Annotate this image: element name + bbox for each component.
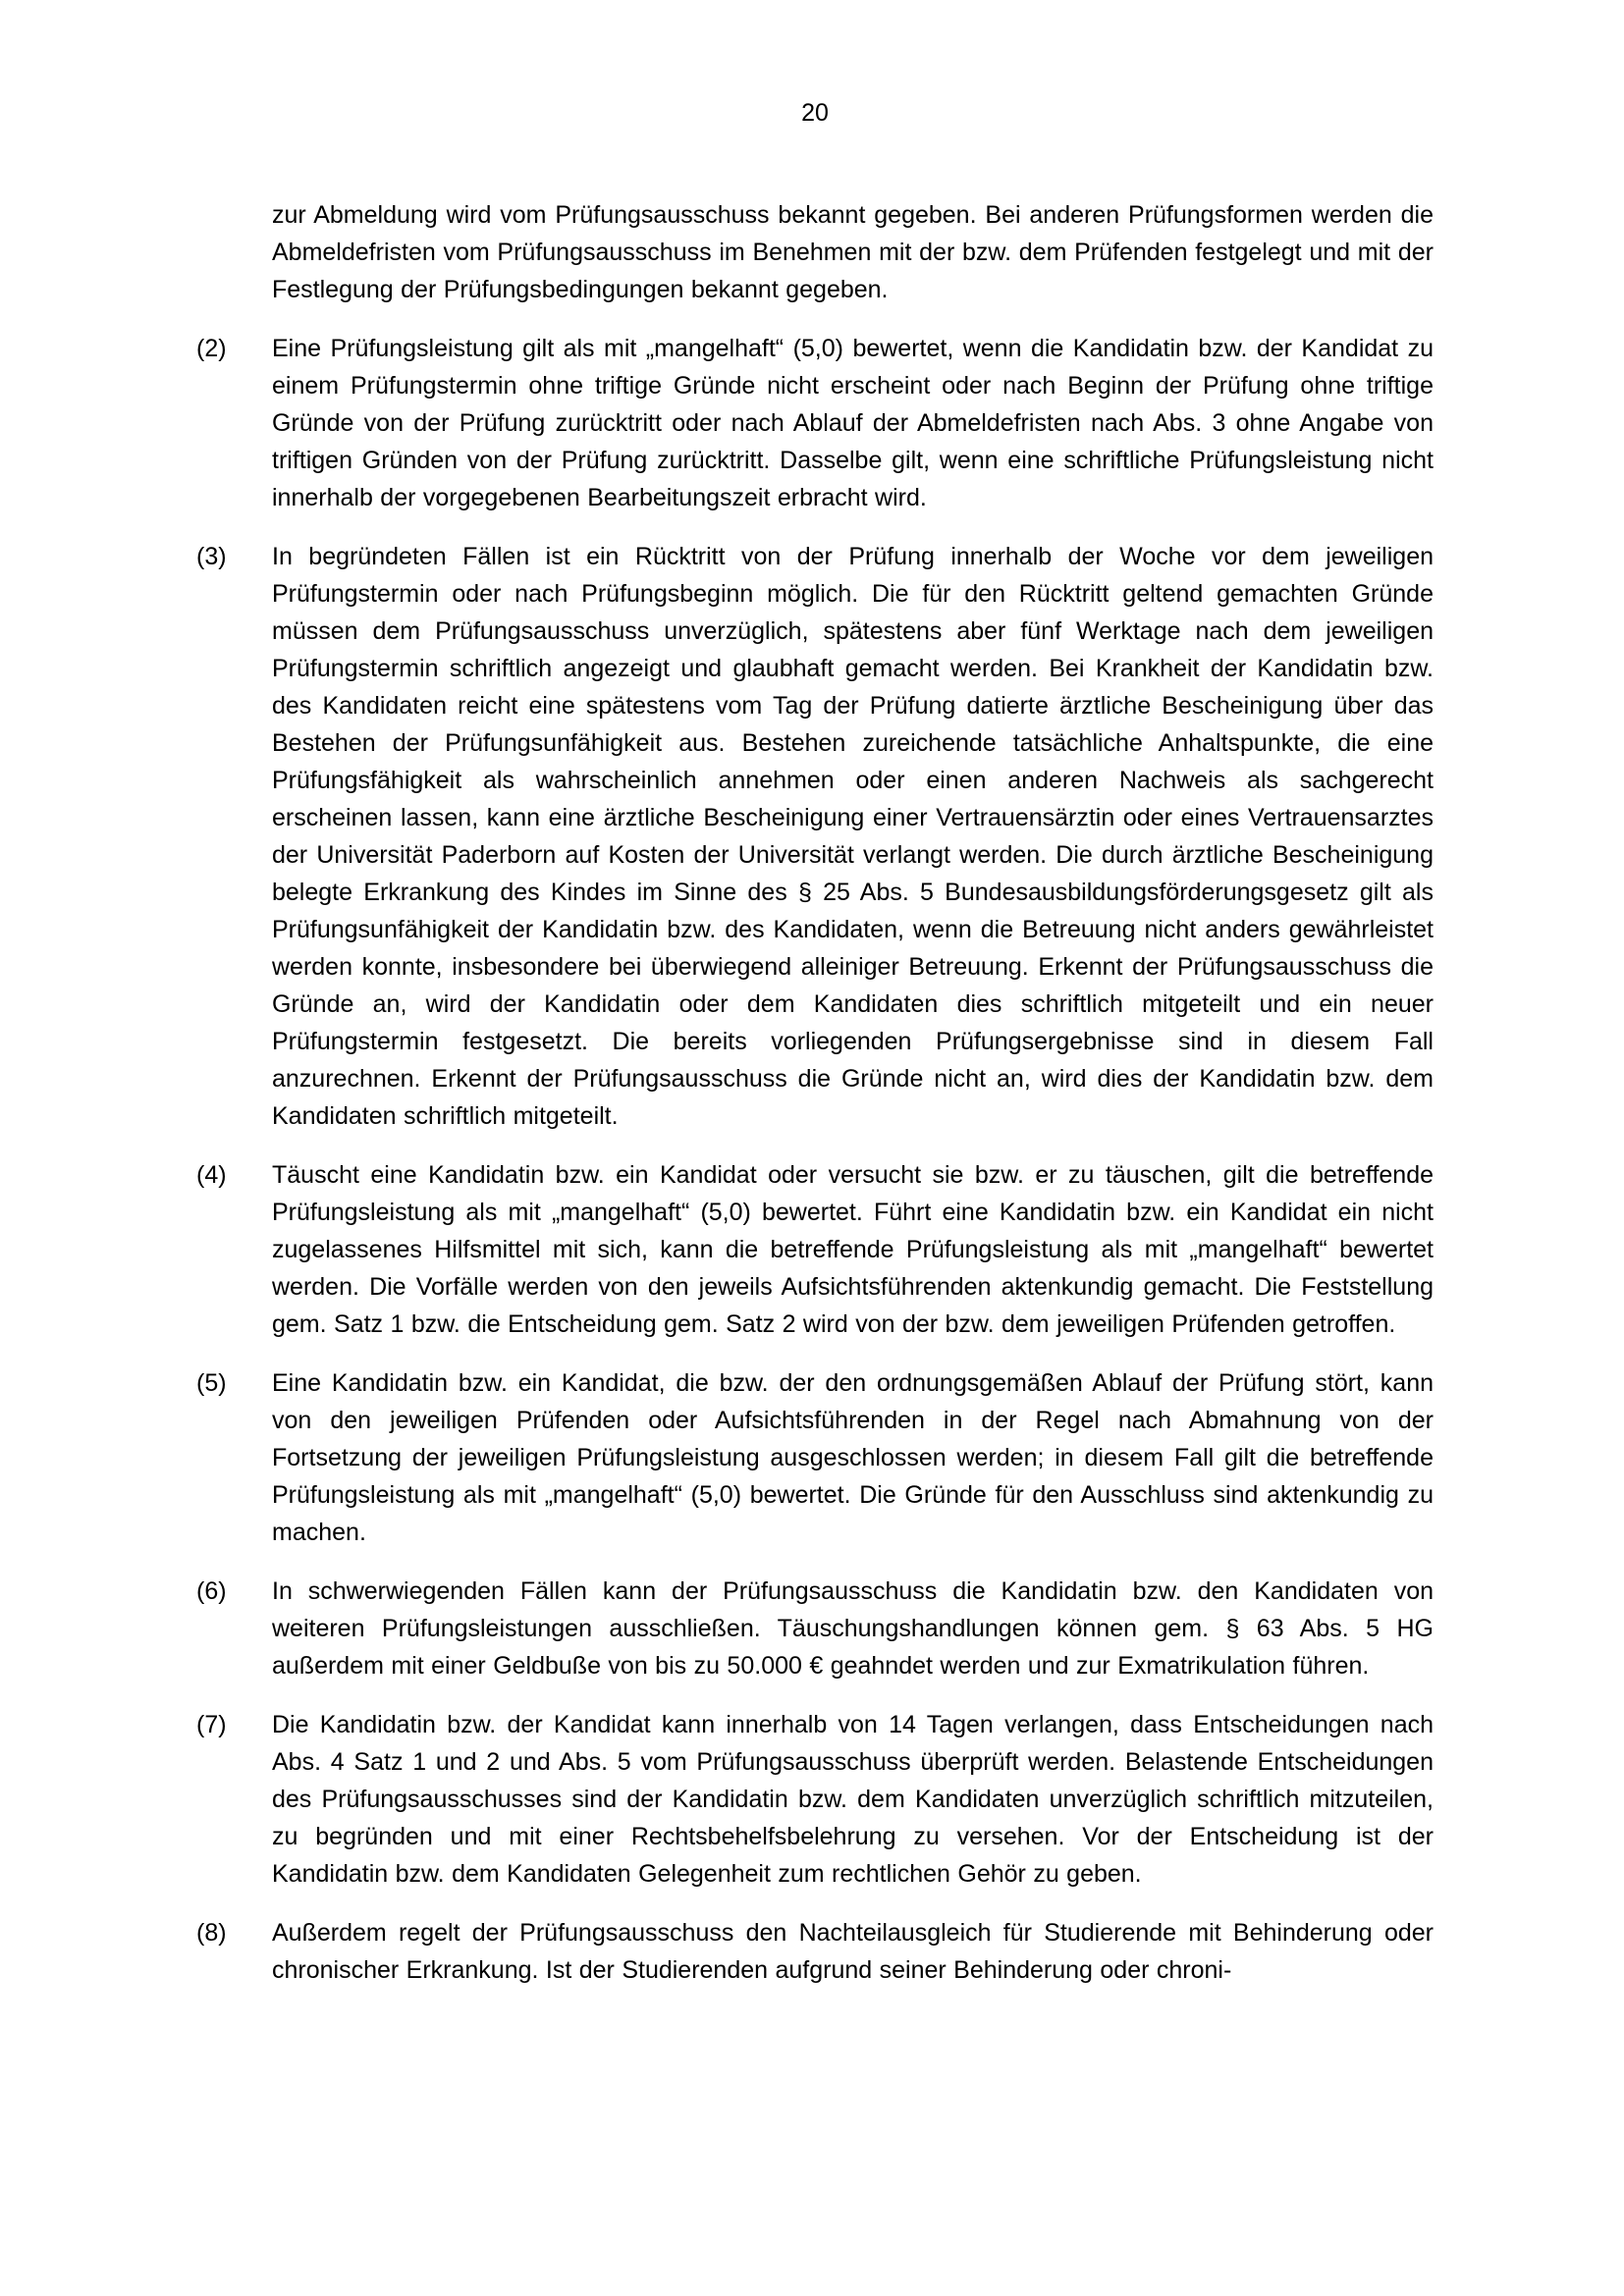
paragraph-text: In begründeten Fällen ist ein Rücktritt von der Prüfung innerhalb der Woche vor dem jeweiligen Prüfungstermin oder nach Prüfungsbeginn möglich. Die für den Rücktritt geltend gemachten Gründe müssen dem Prüfungsausschuss unverzüglich, spätestens aber fünf Werktage nach dem jeweiligen Prüfungstermin schriftlich angezeigt und glaubhaft gemacht werden. Bei Krankheit der Kandidatin bzw. des Kandidaten reicht eine spätestens vom Tag der Prüfung datierte ärztliche Bescheinigung über das Bestehen der Prüfungsunfähigkeit aus. Bestehen zureichende tatsächliche Anhaltspunkte, die eine Prüfungsfähigkeit als wahrscheinlich annehmen oder einen anderen Nachweis als sachgerecht erscheinen lassen, kann eine ärztliche Bescheinigung einer Vertrauensärztin oder eines Vertrauensarztes der Universität Paderborn auf Kosten der Universität verlangt werden. Die durch ärztliche Bescheinigung belegte Erkrankung des Kindes im Sinne des § 25 Abs. 5 Bundesausbildungsförderungsgesetz gilt als Prüfungsunfähigkeit der Kandidatin bzw. des Kandidaten, wenn die Betreuung nicht anders gewährleistet werden konnte, insbesondere bei überwiegend alleiniger Betreuung. Erkennt der Prüfungsausschuss die Gründe an, wird der Kandidatin oder dem Kandidaten dies schriftlich mitgeteilt und ein neuer Prüfungstermin festgesetzt. Die bereits vorliegenden Prüfungsergebnisse sind in diesem Fall anzurechnen. Erkennt der Prüfungsausschuss die Gründe nicht an, wird dies der Kandidatin bzw. dem Kandidaten schriftlich mitgeteilt. (272, 543, 1434, 1130)
paragraph-row (196, 1573, 1434, 1684)
paragraph-text: Eine Prüfungsleistung gilt als mit „mangelhaft“ (5,0) bewertet, wenn die Kandidatin bzw. der Kandidat zu einem Prüfungstermin ohne triftige Gründe nicht erscheint oder nach Beginn der Prüfung ohne triftige Gründe von der Prüfung zurücktritt oder nach Ablauf der Abmeldefristen nach Abs. 3 ohne Angabe von triftigen Gründen von der Prüfung zurücktritt. Dasselbe gilt, wenn eine schriftliche Prüfungsleistung nicht innerhalb der vorgegebenen Bearbeitungszeit erbracht wird. (272, 335, 1434, 511)
paragraph-marker: (2) (196, 335, 227, 362)
paragraph-text: zur Abmeldung wird vom Prüfungsausschuss bekannt gegeben. Bei anderen Prüfungsformen werden die Abmeldefristen vom Prüfungsausschuss im Benehmen mit der bzw. dem Prüfenden festgelegt und mit der Festlegung der Prüfungsbedingungen bekannt gegeben. (272, 201, 1434, 303)
paragraph-row (196, 1706, 1434, 1893)
page-number: 20 (801, 99, 829, 127)
paragraph-row (196, 1364, 1434, 1551)
paragraph-marker: (7) (196, 1711, 227, 1738)
paragraph-text: Außerdem regelt der Prüfungsausschuss den Nachteilausgleich für Studierende mit Behinderung oder chronischer Erkrankung. Ist der Studierenden aufgrund seiner Behinderung oder chroni- (272, 1919, 1434, 1984)
paragraph-marker: (6) (196, 1577, 227, 1605)
paragraph-marker: (3) (196, 543, 227, 570)
paragraph-row (196, 330, 1434, 516)
paragraph-marker: (5) (196, 1369, 227, 1397)
paragraph-marker: (4) (196, 1161, 227, 1189)
paragraph-text: In schwerwiegenden Fällen kann der Prüfungsausschuss die Kandidatin bzw. den Kandidaten von weiteren Prüfungsleistungen ausschließen. Täuschungshandlungen können gem. § 63 Abs. 5 HG außerdem mit einer Geldbuße von bis zu 50.000 € geahndet werden und zur Exmatrikulation führen. (272, 1577, 1434, 1680)
paragraph-row (196, 1914, 1434, 1989)
paragraph-row (196, 538, 1434, 1135)
paragraph-marker: (8) (196, 1919, 227, 1947)
paragraph-text: Die Kandidatin bzw. der Kandidat kann innerhalb von 14 Tagen verlangen, dass Entscheidungen nach Abs. 4 Satz 1 und 2 und Abs. 5 vom Prüfungsausschuss überprüft werden. Belastende Entscheidungen des Prüfungsausschusses sind der Kandidatin bzw. dem Kandidaten unverzüglich schriftlich mitzuteilen, zu begründen und mit einer Rechtsbehelfsbelehrung zu versehen. Vor der Entscheidung ist der Kandidatin bzw. dem Kandidaten Gelegenheit zum rechtlichen Gehör zu geben. (272, 1711, 1434, 1888)
paragraph-text: Eine Kandidatin bzw. ein Kandidat, die bzw. der den ordnungsgemäßen Ablauf der Prüfung stört, kann von den jeweiligen Prüfenden oder Aufsichtsführenden in der Regel nach Abmahnung von der Fortsetzung der jeweiligen Prüfungsleistung ausgeschlossen werden; in diesem Fall gilt die betreffende Prüfungsleistung als mit „mangelhaft“ (5,0) bewertet. Die Gründe für den Ausschluss sind aktenkundig zu machen. (272, 1369, 1434, 1546)
paragraph-row (196, 196, 1434, 308)
paragraph-text: Täuscht eine Kandidatin bzw. ein Kandidat oder versucht sie bzw. er zu täuschen, gilt die betreffende Prüfungsleistung als mit „mangelhaft“ (5,0) bewertet. Führt eine Kandidatin bzw. ein Kandidat ein nicht zugelassenes Hilfsmittel mit sich, kann die betreffende Prüfungsleistung als mit „mangelhaft“ bewertet werden. Die Vorfälle werden von den jeweils Aufsichtsführenden aktenkundig gemacht. Die Feststellung gem. Satz 1 bzw. die Entscheidung gem. Satz 2 wird von der bzw. dem jeweiligen Prüfenden getroffen. (272, 1161, 1434, 1338)
page-content (196, 196, 1434, 1989)
paragraph-row (196, 1156, 1434, 1343)
